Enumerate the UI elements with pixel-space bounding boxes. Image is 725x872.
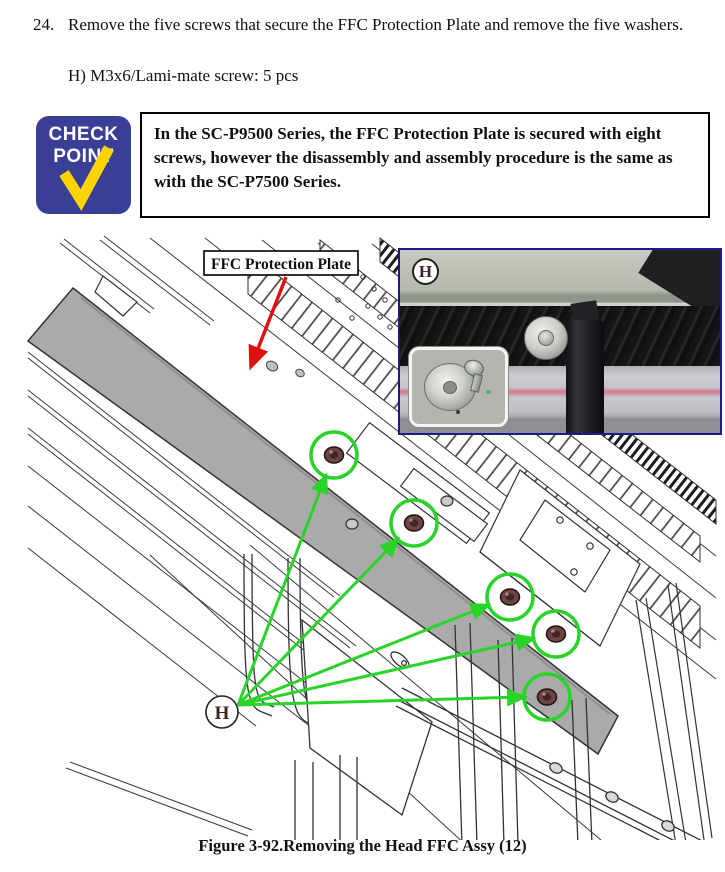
inset-debris-dot (456, 410, 460, 414)
step-text: Remove the five screws that secure the FFC Protection Plate and remove the five washers. (68, 15, 684, 34)
figure-caption: Figure 3-92.Removing the Head FFC Assy (12) (198, 836, 527, 855)
inset-washer-hole (443, 381, 457, 394)
photo-parts-inset (409, 347, 508, 427)
step-item (33, 12, 705, 38)
checkpoint-badge (36, 116, 131, 214)
detail-photo (398, 248, 722, 435)
plate-callout-label (204, 251, 358, 275)
screw-spec-note: H) M3x6/Lami-mate screw: 5 pcs (68, 66, 299, 85)
checkpoint-badge-line2: POINT (53, 146, 114, 167)
checkpoint-badge-line1: CHECK (48, 124, 119, 145)
photo-ref-badge: H (412, 258, 439, 285)
checkmark-icon (36, 116, 131, 214)
checkpoint-note: In the SC-P9500 Series, the FFC Protection Plate is secured with eight screws, however the disassembly and assembly procedure is the same as with the SC-P7500 Series. (140, 112, 710, 218)
svg-text:H: H (214, 703, 230, 724)
photo-screw-head (538, 330, 554, 346)
svg-text:FFC Protection Plate: FFC Protection Plate (210, 256, 352, 273)
inset-green-speck (486, 390, 491, 394)
screw-ref-badge (206, 696, 238, 728)
step-number: 24. (33, 15, 55, 34)
photo-black-clamp (566, 320, 604, 435)
